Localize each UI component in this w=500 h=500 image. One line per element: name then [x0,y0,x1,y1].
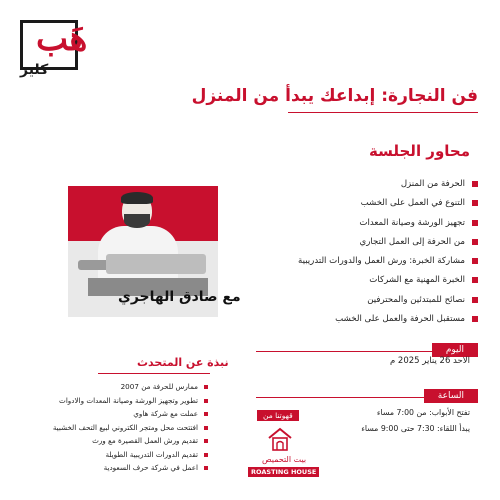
lathe-machine [106,254,206,274]
list-item: تقديم الدورات التدريبية الطويلة [8,448,208,462]
speaker-hair [121,192,153,204]
day-value: الاحد 26 يناير 2025 م [389,356,470,366]
list-item: الخبرة المهنية مع الشركات [253,271,478,290]
list-item: التنوع في العمل على الخشب [253,194,478,213]
speaker-beard [124,214,150,228]
list-item: عملت مع شركة هاوي [8,407,208,421]
sponsor-name-en: ROASTING HOUSE [248,467,319,477]
sponsor-tag: قهوتنا من [257,410,299,421]
list-item: من الحرفة إلى العمل التجاري [253,233,478,252]
house-icon [266,425,294,453]
list-item: افتتحت محل ومتجر الكتروني لبيع التحف الخشبية [8,421,208,435]
list-item: تطوير وتجهيز الورشة وصيانة المعدات والادوات [8,394,208,408]
event-title: فن النجارة: إبداعك يبدأ من المنزل [191,86,478,106]
bio-heading: نبذة عن المتحدث [137,356,229,369]
meeting-time: يبدأ اللقاء: 7:30 حتى 9:00 مساء [361,424,470,433]
list-item: ممارس للحرفة من 2007 [8,380,208,394]
session-axes-heading: محاور الجلسة [369,142,470,160]
list-item: الحرفة من المنزل [253,175,478,194]
sponsor-name-ar: بيت التحميص [262,455,307,464]
brand-logo [20,20,92,80]
logo-main-text: هَب [36,19,88,59]
speaker-name: مع صادق الهاجري [118,289,241,305]
logo-sub-text: كلير [20,62,49,78]
time-header [256,383,478,401]
day-label: اليوم [432,343,478,357]
bio-list [8,380,208,475]
list-item: تقديم ورش العمل القصيرة مع ورث [8,434,208,448]
list-item: اعمل في شركة حرف السعودية [8,461,208,475]
list-item: نصائح للمبتدئين والمحترفين [253,291,478,310]
session-axes-list [253,175,478,329]
day-header [256,337,478,355]
bio-underline [98,373,210,374]
list-item: تجهيز الورشة وصيانة المعدات [253,214,478,233]
doors-open-time: تفتح الأبواب: من 7:00 مساء [376,408,470,417]
time-label: الساعة [424,389,478,403]
list-item: مستقبل الحرفة والعمل على الخشب [253,310,478,329]
list-item: مشاركة الخبرة: ورش العمل والدورات التدريبية [253,252,478,271]
title-underline [288,112,478,113]
